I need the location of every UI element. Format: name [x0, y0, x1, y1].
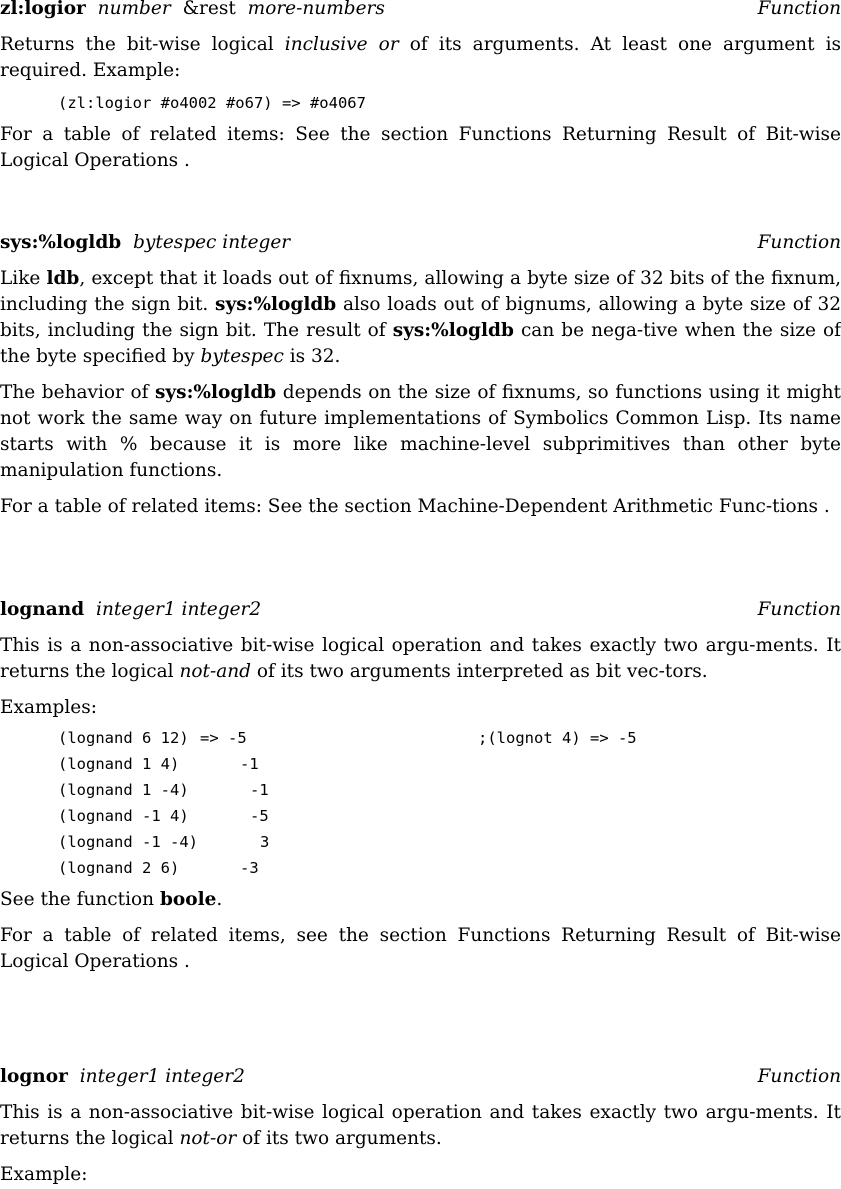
code-line: (lognand -1 4) -5 — [58, 807, 269, 825]
arg-list: more-numbers — [247, 0, 385, 19]
entry-header — [0, 597, 841, 623]
related-items-paragraph: For a table of related items: See the section Machine-Dependent Arithmetic Func-tions . — [0, 496, 830, 517]
related-items-paragraph: For a table of related items, see the section Functions Returning Result of Bit-wise Logical Operations . — [0, 925, 841, 972]
code-line: (lognand 6 12) => -5 ;(lognot 4) => -5 — [58, 729, 637, 747]
examples-label: Examples: — [0, 697, 97, 718]
entry-type: Function — [757, 0, 841, 19]
entry-type: Function — [757, 232, 841, 253]
entry-lognand — [0, 597, 841, 975]
code-example: (zl:logior #o4002 #o67) => #o4067 — [58, 94, 366, 112]
entry-zl-logior — [0, 0, 841, 174]
lambda-keyword: &rest — [182, 0, 236, 19]
description-paragraph: This is a non-associative bit-wise logical operation and takes exactly two argu-ments. It returns the logical not-and of its two arguments interpreted as bit vec-tors. — [0, 635, 841, 682]
code-line: (lognand -1 -4) 3 — [58, 833, 270, 851]
entry-type: Function — [757, 599, 841, 620]
function-name: sys:%logldb — [0, 232, 122, 253]
arg-list: integer1 integer2 — [79, 1066, 245, 1087]
examples-code-block — [0, 725, 841, 881]
entry-header — [0, 230, 841, 256]
entry-sys-logldb — [0, 230, 841, 520]
entry-header — [0, 0, 841, 22]
description-paragraph: This is a non-associative bit-wise logical operation and takes exactly two argu-ments. It returns the logical not-or of its two arguments. — [0, 1102, 841, 1149]
entry-lognor — [0, 1064, 841, 1188]
see-also-paragraph: See the function boole. — [0, 889, 223, 910]
code-line: (lognand 2 6) -3 — [58, 859, 259, 877]
description-paragraph: Returns the bit-wise logical inclusive or of its arguments. At least one argument is required. Example: — [0, 34, 841, 81]
behavior-paragraph: The behavior of sys:%logldb depends on the size of fixnums, so functions using it might not work the same way on future implementations of Symbolics Common Lisp. Its name starts with % because it is more like machine-level subprimitives than other byte manipulation functions. — [0, 382, 841, 481]
function-name: zl:logior — [0, 0, 86, 19]
entry-type: Function — [757, 1066, 841, 1087]
example-label: Example: — [0, 1164, 88, 1185]
arg-list: number — [97, 0, 171, 19]
function-name: lognor — [0, 1066, 68, 1087]
code-line: (lognand 1 -4) -1 — [58, 781, 269, 799]
related-items-paragraph: For a table of related items: See the section Functions Returning Result of Bit-wise Logical Operations . — [0, 124, 841, 171]
arg-list: integer1 integer2 — [96, 599, 262, 620]
code-line: (lognand 1 4) -1 — [58, 755, 259, 773]
function-name: lognand — [0, 599, 85, 620]
arg-list: bytespec integer — [133, 232, 291, 253]
entry-header — [0, 1064, 841, 1090]
description-paragraph: Like ldb, except that it loads out of fixnums, allowing a byte size of 32 bits of the fixnum, including the sign bit. sys:%logldb also loads out of bignums, allowing a byte size of 32 bits, including the sign bit. The result of sys:%logldb can be nega-tive when the size of the byte specified by bytespec is 32. — [0, 268, 841, 367]
